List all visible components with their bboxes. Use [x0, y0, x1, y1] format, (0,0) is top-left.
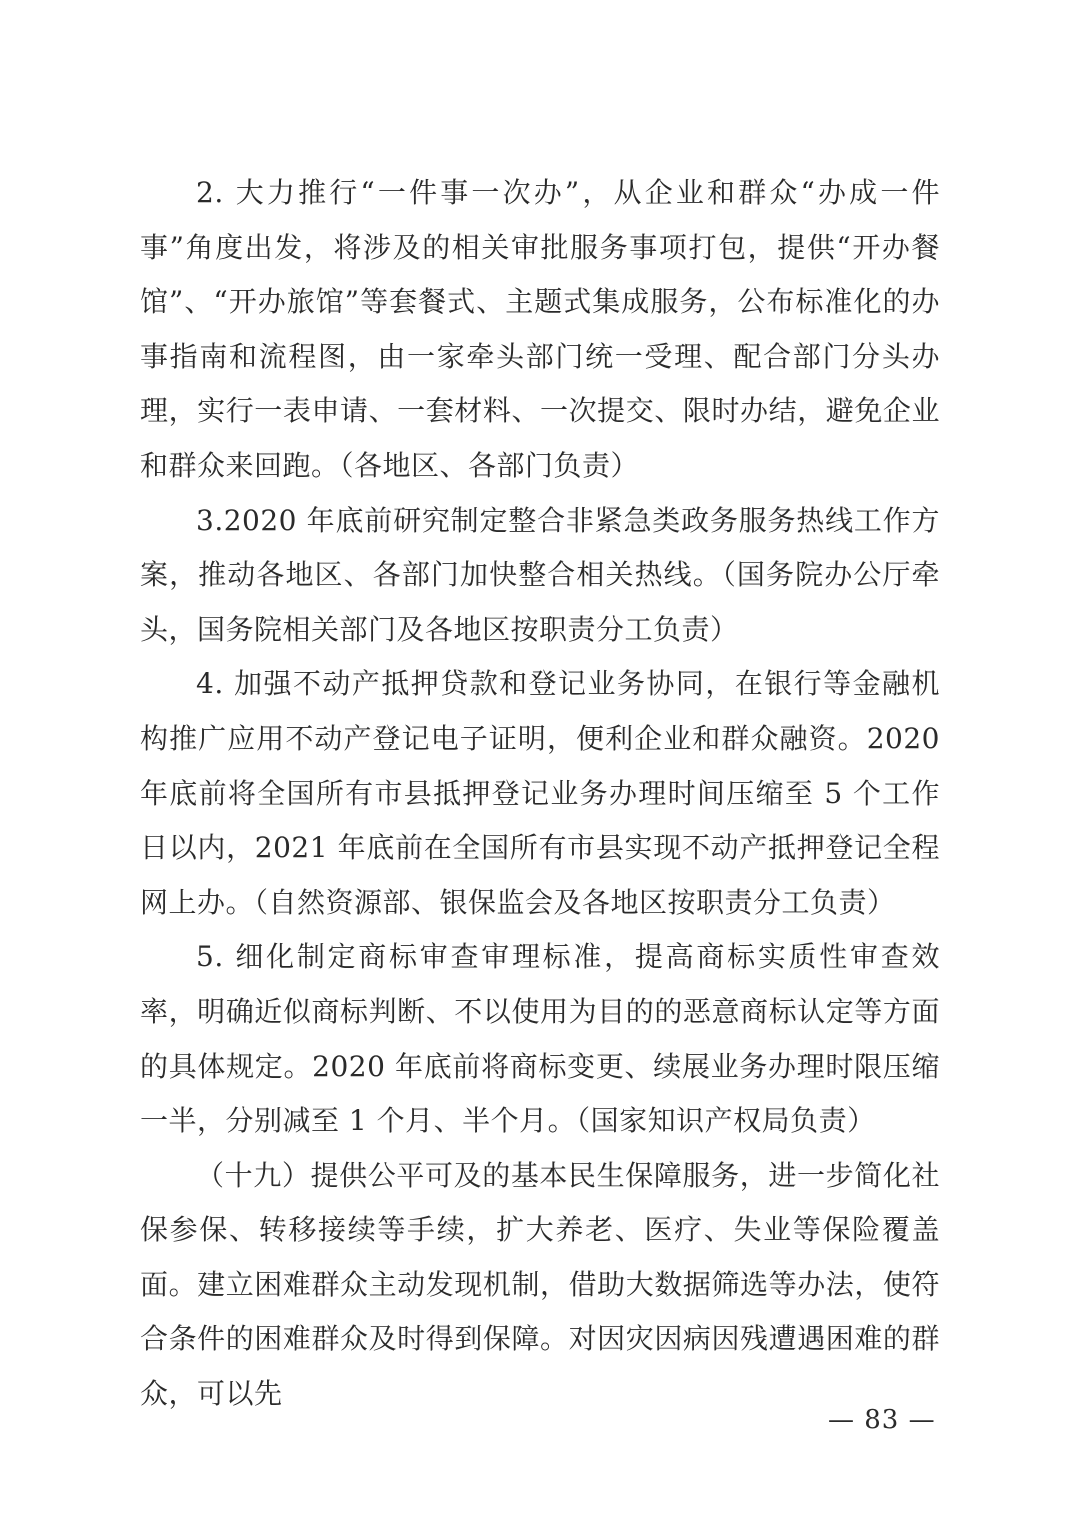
page-number: — 83 — [828, 1405, 936, 1435]
paragraph-item-4: 4. 加强不动产抵押贷款和登记业务协同，在银行等金融机构推广应用不动产登记电子证明，便利企业和群众融资。2020 年底前将全国所有市县抵押登记业务办理时间压缩至 5 个工作日以内，2021 年底前在全国所有市县实现不动产抵押登记全程网上办。（自然资源部、银保监会及各地区按职责分工负责） [140, 667, 940, 919]
paragraph-item-3: 3.2020 年底前研究制定整合非紧急类政务服务热线工作方案，推动各地区、各部门加快整合相关热线。（国务院办公厅牵头，国务院相关部门及各地区按职责分工负责） [140, 503, 940, 646]
paragraph-section-19: （十九）提供公平可及的基本民生保障服务，进一步简化社保参保、转移接续等手续，扩大养老、医疗、失业等保险覆盖面。建立困难群众主动发现机制，借助大数据筛选等办法，使符合条件的困难群众及时得到保障。对因灾因病因残遭遇困难的群众，可以先 [140, 1158, 940, 1411]
paragraph-item-5: 5. 细化制定商标审查审理标准，提高商标实质性审查效率，明确近似商标判断、不以使用为目的的恶意商标认定等方面的具体规定。2020 年底前将商标变更、续展业务办理时限压缩一半，分别减至 1 个月、半个月。（国家知识产权局负责） [140, 940, 940, 1138]
paragraph-item-2: 2. 大力推行“一件事一次办”，从企业和群众“办成一件事”角度出发，将涉及的相关审批服务事项打包，提供“开办餐馆”、“开办旅馆”等套餐式、主题式集成服务，公布标准化的办事指南和流程图，由一家牵头部门统一受理、配合部门分头办理，实行一表申请、一套材料、一次提交、限时办结，避免企业和群众来回跑。（各地区、各部门负责） [140, 176, 940, 482]
document-body [140, 166, 940, 1422]
